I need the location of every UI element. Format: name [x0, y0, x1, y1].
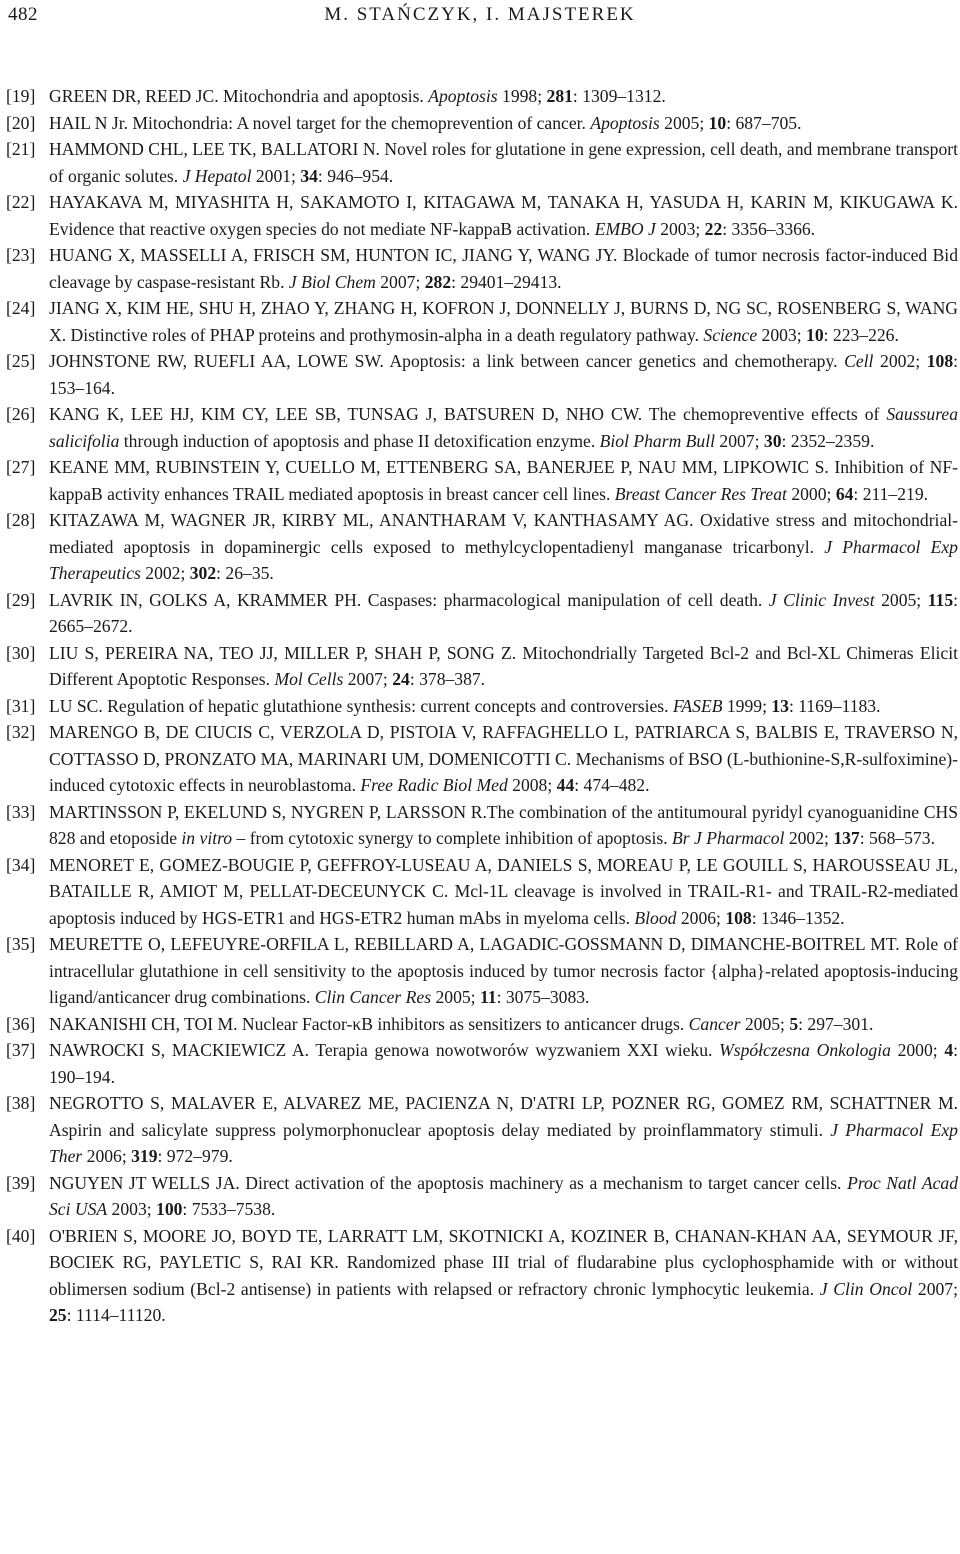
ref-text: 2005; — [659, 112, 709, 133]
reference-number: [32] — [6, 722, 36, 742]
reference-item — [6, 295, 958, 348]
ref-text: 2008; — [507, 775, 557, 795]
reference-number: [20] — [6, 112, 36, 133]
ref-text: 2003; — [107, 1199, 157, 1219]
ref-text: 2007; — [343, 669, 393, 689]
ref-text: 2003; — [757, 324, 807, 345]
journal-name: FASEB — [672, 695, 723, 716]
reference-item — [6, 83, 958, 110]
volume-number: 319 — [131, 1146, 158, 1166]
ref-text: 2007; — [715, 430, 764, 451]
volume-number: 44 — [556, 775, 575, 795]
ref-text: : 1114–11120. — [66, 1305, 166, 1325]
running-head: M. STAŃCZYK, I. MAJSTEREK — [324, 4, 636, 25]
ref-text: : 972–979. — [157, 1146, 233, 1166]
ref-text: : 190–194. — [49, 1040, 958, 1087]
ref-text: LIU S, PEREIRA NA, TEO JJ, MILLER P, SHAH P, SONG Z. Mitochondrially Targeted Bcl-2 and Bcl-XL Chimeras Elicit Different Apoptotic Responses. — [49, 642, 958, 689]
journal-name: Clin Cancer Res — [314, 987, 432, 1007]
ref-text: NGUYEN JT WELLS JA. Direct activation of the apoptosis machinery as a mechanism to target cancer cells. — [49, 1172, 848, 1193]
journal-name: Br J Pharmacol — [672, 828, 785, 848]
reference-number: [19] — [6, 86, 36, 106]
volume-number: 24 — [392, 669, 410, 689]
ref-text: : 3075–3083. — [496, 987, 590, 1007]
volume-number: 108 — [926, 351, 954, 371]
ref-text: KITAZAWA M, WAGNER JR, KIRBY ML, ANANTHARAM V, KANTHASAMY AG. Oxidative stress and mitochondrial-mediated apoptosis in dopaminergic cells exposed to methylcyclopentadienyl manganase tricarbonyl. — [49, 510, 958, 557]
ref-text: 2007; — [912, 1278, 958, 1299]
ref-text: NEGROTTO S, MALAVER E, ALVAREZ ME, PACIENZA N, D'ATRI LP, POZNER RG, GOMEZ RM, SCHATTNER M. Aspirin and salicylate suppress polymorphonuclear apoptosis delay mediated by proinflammatory stimuli. — [49, 1093, 958, 1140]
ref-text: : 1169–1183. — [788, 695, 881, 716]
journal-name: J Clin Oncol — [819, 1278, 913, 1299]
ref-text: GREEN DR, REED JC. Mitochondria and apoptosis. — [49, 86, 429, 106]
ref-text: NAWROCKI S, MACKIEWICZ A. Terapia genowa nowotworów wyzwaniem XXI wieku. — [49, 1040, 720, 1060]
journal-name: Biol Pharm Bull — [599, 430, 716, 451]
reference-item — [6, 401, 958, 454]
page-header — [0, 2, 960, 32]
ref-text: KANG K, LEE HJ, KIM CY, LEE SB, TUNSAG J, BATSUREN D, NHO CW. The chemopreventive effects of — [49, 404, 887, 424]
reference-item — [6, 931, 958, 1011]
journal-name: Free Radic Biol Med — [360, 775, 508, 795]
ref-text: 2006; — [82, 1146, 132, 1166]
reference-number: [33] — [6, 801, 36, 822]
reference-item — [6, 693, 958, 720]
reference-number: [25] — [6, 351, 36, 371]
ref-text: through induction of apoptosis and phase II detoxification enzyme. — [119, 430, 600, 451]
ref-text: JIANG X, KIM HE, SHU H, ZHAO Y, ZHANG H, KOFRON J, DONNELLY J, BURNS D, NG SC, ROSENBERG S, WANG X. Distinctive roles of PHAP proteins and prothymosin-alpha in a death regulatory pathway. — [49, 298, 958, 345]
reference-number: [29] — [6, 589, 36, 610]
reference-number: [24] — [6, 298, 36, 318]
ref-text: : 297–301. — [798, 1013, 874, 1034]
reference-number: [39] — [6, 1172, 36, 1193]
volume-number: 34 — [300, 165, 318, 186]
journal-name: J Clinic Invest — [768, 589, 875, 610]
reference-item — [6, 719, 958, 799]
ref-text: MARTINSSON P, EKELUND S, NYGREN P, LARSSON R.The combination of the antitumoural pyridyl cyanoguanidine CHS 828 and etoposide — [49, 801, 958, 848]
ref-text: 1998; — [497, 86, 547, 106]
journal-name: J Pharmacol Exp Therapeutics — [49, 536, 958, 583]
reference-item — [6, 1170, 958, 1223]
reference-number: [31] — [6, 695, 36, 716]
ref-text: : 211–219. — [853, 483, 929, 504]
ref-text: MARENGO B, DE CIUCIS C, VERZOLA D, PISTOIA V, RAFFAGHELLO L, PATRIARCA S, BALBIS E, TRAVERSO N, COTTASSO D, PRONZATO MA, MARINARI UM, DOMENICOTTI C. Mechanisms of BSO (L-buthionine-S,R-sulfoximine)-induced cytotoxic effects in neuroblastoma. — [49, 722, 958, 795]
ref-text: 2005; — [431, 987, 480, 1007]
volume-number: 108 — [725, 907, 752, 928]
reference-item — [6, 1011, 958, 1038]
reference-number: [37] — [6, 1040, 36, 1060]
reference-item — [6, 1037, 958, 1090]
journal-name: Mol Cells — [274, 669, 344, 689]
volume-number: 282 — [424, 271, 452, 292]
volume-number: 302 — [189, 563, 217, 583]
ref-text: KEANE MM, RUBINSTEIN Y, CUELLO M, ETTENBERG SA, BANERJEE P, NAU MM, LIPKOWIC S. Inhibition of NF-kappaB activity enhances TRAIL mediated apoptosis in breast cancer cell lines. — [49, 457, 958, 504]
journal-name: Współczesna Onkologia — [719, 1040, 891, 1060]
reference-item — [6, 640, 958, 693]
ref-text: O'BRIEN S, MOORE JO, BOYD TE, LARRATT LM, SKOTNICKI A, KOZINER B, CHANAN-KHAN AA, SEYMOUR JF, BOCIEK RG, PAYLETIC S, RAI KR. Randomized phase III trial of fludarabine plus cyclophosphamide with or without oblimersen sodium (Bcl-2 antisense) in patients with relapsed or refractory chronic lymphocytic leukemia. — [49, 1225, 958, 1299]
ref-text: 2000; — [786, 483, 836, 504]
reference-item — [6, 587, 958, 640]
reference-number: [36] — [6, 1013, 36, 1034]
reference-item — [6, 348, 958, 401]
volume-number: 4 — [944, 1040, 954, 1060]
ref-text: : 1309–1312. — [572, 86, 666, 106]
reference-item — [6, 189, 958, 242]
reference-item — [6, 454, 958, 507]
reference-item — [6, 136, 958, 189]
ref-text: : 29401–29413. — [451, 271, 562, 292]
ref-text: – from cytotoxic synergy to complete inhibition of apoptosis. — [232, 828, 673, 848]
ref-text: : 3356–3366. — [722, 218, 816, 239]
ref-text: : 2665–2672. — [49, 589, 959, 636]
reference-number: [26] — [6, 404, 36, 424]
reference-number: [23] — [6, 245, 36, 265]
volume-number: 11 — [479, 987, 497, 1007]
journal-name: J Pharmacol Exp Ther — [49, 1119, 958, 1166]
volume-number: 281 — [546, 86, 573, 106]
ref-text: : 378–387. — [409, 669, 486, 689]
reference-item — [6, 799, 958, 852]
ref-text: 2003; — [655, 218, 705, 239]
volume-number: 25 — [49, 1305, 67, 1325]
ref-text: JOHNSTONE RW, RUEFLI AA, LOWE SW. Apoptosis: a link between cancer genetics and chemotherapy. — [49, 351, 845, 371]
ref-text: : 946–954. — [317, 165, 394, 186]
ref-text: : 568–573. — [859, 828, 935, 848]
ref-text: 2001; — [251, 165, 301, 186]
volume-number: 10 — [708, 112, 727, 133]
ref-text: 1999; — [722, 695, 772, 716]
journal-name: J Biol Chem — [288, 271, 376, 292]
volume-number: 13 — [771, 695, 789, 716]
ref-text: MEURETTE O, LEFEUYRE-ORFILA L, REBILLARD A, LAGADIC-GOSSMANN D, DIMANCHE-BOITREL MT. Role of intracellular glutathione in cell sensitivity to the apoptosis induced by tumor necrosis factor {alpha}-related apoptosis-inducing ligand/anticancer drug combinations. — [49, 934, 958, 1007]
reference-number: [27] — [6, 457, 36, 477]
ref-text: 2002; — [140, 563, 190, 583]
ref-text: : 474–482. — [574, 775, 650, 795]
reference-number: [21] — [6, 139, 36, 159]
reference-item — [6, 1090, 958, 1170]
ref-text: : 223–226. — [823, 324, 899, 345]
volume-number: 115 — [927, 589, 954, 610]
volume-number: 22 — [704, 218, 723, 239]
volume-number: 10 — [806, 324, 824, 345]
ref-text: : 153–164. — [49, 351, 958, 398]
journal-name: Cell — [844, 351, 874, 371]
reference-number: [40] — [6, 1225, 36, 1246]
volume-number: 137 — [833, 828, 860, 848]
ref-text: : 687–705. — [726, 112, 802, 133]
reference-number: [35] — [6, 934, 36, 954]
reference-item — [6, 110, 958, 137]
journal-name: J Hepatol — [182, 165, 252, 186]
ref-text: 2005; — [740, 1013, 790, 1034]
reference-item — [6, 852, 958, 932]
volume-number: 100 — [156, 1199, 183, 1219]
journal-name: Apoptosis — [428, 86, 498, 106]
journal-name: Apoptosis — [590, 112, 660, 133]
volume-number: 64 — [835, 483, 854, 504]
ref-text: : 7533–7538. — [182, 1199, 276, 1219]
page-number: 482 — [8, 4, 38, 25]
ref-text: : 26–35. — [216, 563, 274, 583]
reference-item — [6, 1223, 958, 1329]
volume-number: 30 — [763, 430, 782, 451]
journal-name: Breast Cancer Res Treat — [614, 483, 787, 504]
reference-item — [6, 242, 958, 295]
reference-number: [38] — [6, 1093, 36, 1113]
ref-text: 2000; — [890, 1040, 945, 1060]
journal-name: Proc Natl Acad Sci USA — [49, 1172, 959, 1219]
journal-name: Cancer — [688, 1013, 741, 1034]
ref-text: LAVRIK IN, GOLKS A, KRAMMER PH. Caspases: pharmacological manipulation of cell death. — [49, 589, 769, 610]
ref-text: 2005; — [874, 589, 928, 610]
reference-number: [28] — [6, 510, 36, 530]
emphasis-text: in vitro — [181, 828, 233, 848]
ref-text: HAIL N Jr. Mitochondria: A novel target for the chemoprevention of cancer. — [49, 112, 591, 133]
ref-text: HAMMOND CHL, LEE TK, BALLATORI N. Novel roles for glutatione in gene expression, cell death, and membrane transport of organic solutes. — [49, 139, 958, 186]
journal-name: EMBO J — [594, 218, 656, 239]
volume-number: 5 — [789, 1013, 799, 1034]
ref-text: NAKANISHI CH, TOI M. Nuclear Factor-κB inhibitors as sensitizers to anticancer drugs. — [49, 1013, 689, 1034]
reference-number: [22] — [6, 192, 36, 212]
ref-text: 2006; — [676, 907, 726, 928]
journal-name: Science — [703, 324, 758, 345]
ref-text: : 2352–2359. — [781, 430, 875, 451]
reference-item — [6, 507, 958, 587]
ref-text: HAYAKAVA M, MIYASHITA H, SAKAMOTO I, KITAGAWA M, TANAKA H, YASUDA H, KARIN M, KIKUGAWA K. Evidence that reactive oxygen species do not mediate NF-kappaB activation. — [49, 192, 958, 239]
ref-text: 2002; — [873, 351, 927, 371]
ref-text: MENORET E, GOMEZ-BOUGIE P, GEFFROY-LUSEAU A, DANIELS S, MOREAU P, LE GOUILL S, HAROUSSEAU JL, BATAILLE R, AMIOT M, PELLAT-DECEUNYCK C. Mcl-1L cleavage is involved in TRAIL-R1- and TRAIL-R2-mediated apoptosis induced by HGS-ETR1 and HGS-ETR2 human mAbs in myeloma cells. — [49, 854, 958, 928]
ref-text: LU SC. Regulation of hepatic glutathione synthesis: current concepts and controversies. — [49, 695, 673, 716]
emphasis-text: Saussurea salicifolia — [49, 404, 958, 451]
ref-text: HUANG X, MASSELLI A, FRISCH SM, HUNTON IC, JIANG Y, WANG JY. Blockade of tumor necrosis factor-induced Bid cleavage by caspase-resistant Rb. — [49, 245, 958, 292]
ref-text: 2007; — [375, 271, 425, 292]
reference-number: [34] — [6, 854, 36, 875]
ref-text: 2002; — [784, 828, 834, 848]
reference-number: [30] — [6, 642, 36, 663]
ref-text: : 1346–1352. — [751, 907, 845, 928]
reference-list — [6, 83, 958, 1329]
journal-name: Blood — [634, 907, 677, 928]
